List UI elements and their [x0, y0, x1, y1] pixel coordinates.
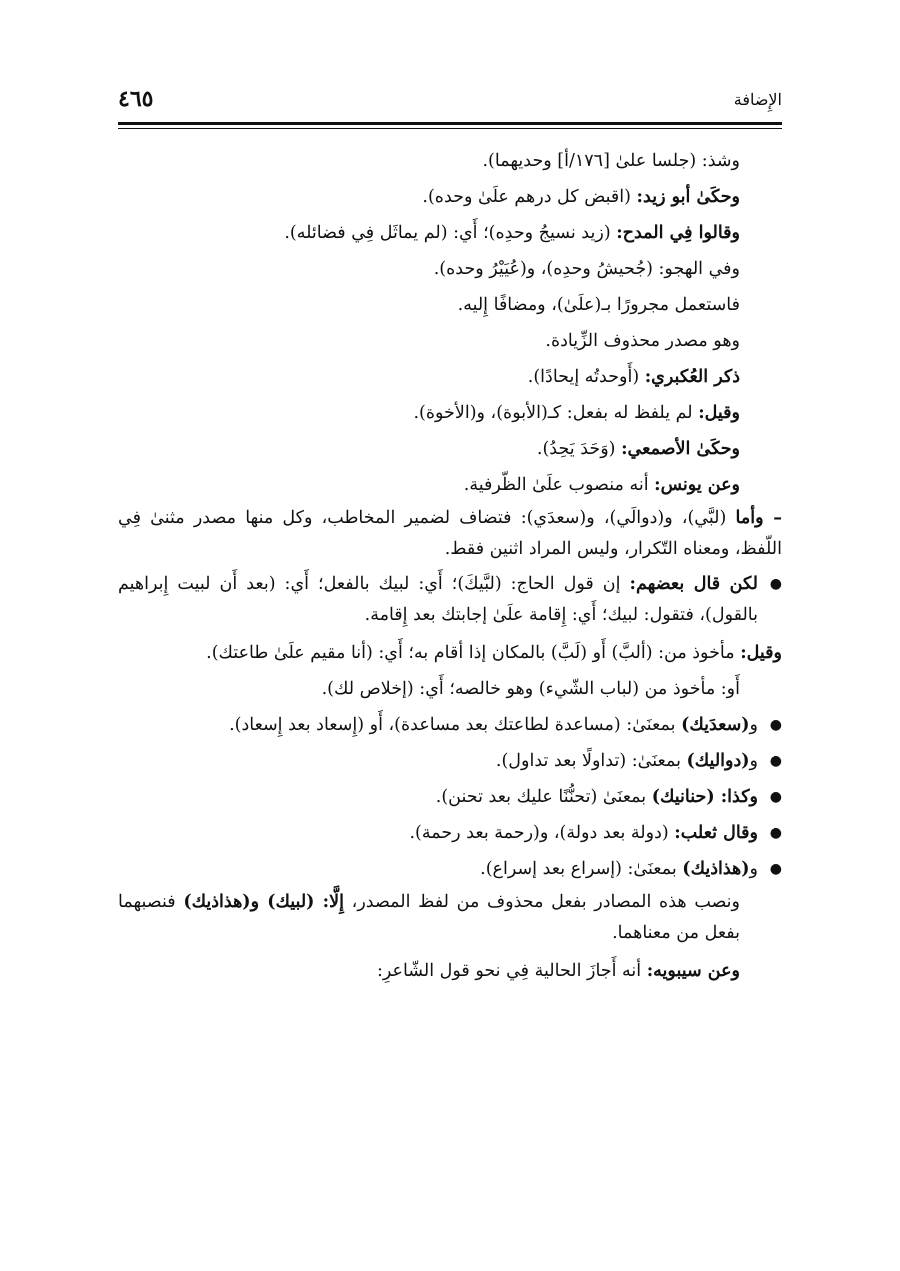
- bullet-item: ● و(دواليك) بمعنَىٰ: (تداولًا بعد تداول).: [118, 743, 782, 779]
- text-line: ذكر العُكبري: (أَوحدتُه إيحادًا).: [527, 367, 740, 387]
- bullet-icon: ●: [769, 753, 782, 769]
- text-line: وعن يونس: أنه منصوب علَىٰ الظّرفية.: [463, 475, 740, 495]
- bullet-icon: ●: [769, 717, 782, 733]
- bullet-item: ● و(سعدَيك) بمعنَىٰ: (مساعدة لطاعتك بعد مساعدة)، أَو (إِسعاد بعد إِسعاد).: [118, 707, 782, 743]
- text-line: وفي الهجو: (جُحيشُ وحدِه)، و(عُيَيْرُ وحده).: [433, 259, 740, 279]
- header-rule-thick: [118, 122, 782, 125]
- page-header: [118, 84, 782, 118]
- bullet-icon: ●: [769, 825, 782, 841]
- bullet-icon: ●: [769, 576, 782, 592]
- text-line: وهو مصدر محذوف الزِّيادة.: [545, 331, 740, 351]
- bullet-item: ● وكذا: (حنانيك) بمعنَىٰ (تحنُّنًا عليك بعد تحنن).: [118, 779, 782, 815]
- text-line: وقيل: لم يلفظ له بفعل: كـ(الأبوة)، و(الأخوة).: [413, 403, 740, 423]
- page-body: [118, 143, 782, 989]
- text-line: وقالوا فِي المدح: (زيد نسيجُ وحدِه)؛ أَي: (لم يماثَل فِي فضائله).: [284, 223, 740, 243]
- page-number: ٤٦٥: [118, 86, 154, 112]
- bullet-item: ● و(هذاذيك) بمعنَىٰ: (إسراع بعد إسراع).: [118, 851, 782, 887]
- bullet-item: ● وقال ثعلب: (دولة بعد دولة)، و(رحمة بعد رحمة).: [118, 815, 782, 851]
- bullet-icon: ●: [769, 861, 782, 877]
- text-line: وعن سيبويه: أنه أَجازَ الحالية فِي نحو قول الشّاعرِ:: [376, 961, 740, 981]
- bullet-item: ● لكن قال بعضهم: إن قول الحاج: (لبَّيكَ)؛ أَي: لبيك بالفعل؛ أَي: (بعد أَن لبيت إِبراهيم بالقول)، فتقول: لبيك؛ أَي: إِقامة علَىٰ إجابتك بعد إِقامة.: [118, 569, 782, 631]
- text-line: وحكَىٰ الأصمعي: (وَحَدَ يَحِدُ).: [536, 439, 740, 459]
- text-line: وشذ: (جلسا علىٰ [١٧٦/أ] وحديهما).: [482, 151, 740, 171]
- header-rule-thin: [118, 128, 782, 129]
- paragraph: ونصب هذه المصادر بفعل محذوف من لفظ المصدر، إِلَّا: (لبيك) و(هذاذيك) فنصبهما بفعل من معناهما.: [118, 892, 740, 943]
- text-line: فاستعمل مجرورًا بـ(علَىٰ)، ومضافًا إِليه.: [457, 295, 740, 315]
- text-line: أَو: مأخوذ من (لباب الشّيء) وهو خالصه؛ أَي: (إخلاص لك).: [321, 679, 740, 699]
- running-title: الإِضافة: [733, 90, 782, 109]
- bullet-icon: ●: [769, 789, 782, 805]
- text-line: وقيل: مأخوذ من: (ألبَّ) أَو (لَبَّ) بالمكان إذا أقام به؛ أَي: (أنا مقيم علَىٰ طاعتك).: [206, 643, 782, 663]
- paragraph: – وأما (لبَّي)، و(دوالَي)، و(سعدَي): فتضاف لضمير المخاطب، وكل منها مصدر مثنىٰ فِي اللّفظ، ومعناه التّكرار، وليس المراد اثنين فقط.: [118, 508, 782, 559]
- text-line: وحكَىٰ أبو زيد: (اقبض كل درهم علَىٰ وحده).: [422, 187, 740, 207]
